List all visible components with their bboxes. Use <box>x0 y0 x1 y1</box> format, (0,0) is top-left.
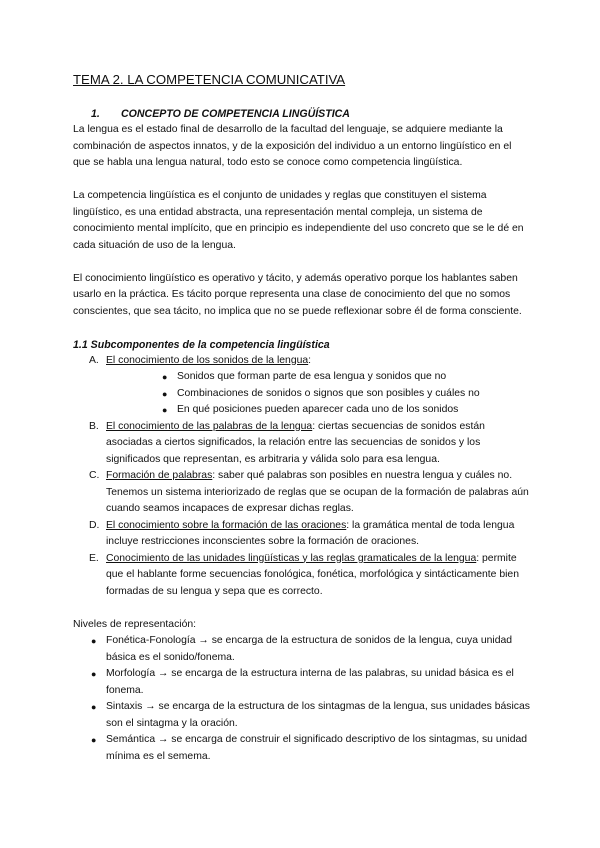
document-content <box>73 71 531 765</box>
levels-heading: Niveles de representación: <box>73 618 197 630</box>
sub-bullet-item <box>106 369 531 386</box>
subcomponents-list <box>73 353 531 601</box>
document-title: TEMA 2. LA COMPETENCIA COMUNICATIVA <box>73 72 346 87</box>
level-text: Fonética-Fonología → se encarga de la estructura de sonidos de la lengua, cuya unidad básica es el sonido/fonema. <box>106 635 513 663</box>
item-term: El conocimiento sobre la formación de las oraciones <box>106 519 347 531</box>
item-term: El conocimiento de las palabras de la lengua <box>106 420 313 432</box>
section-heading-text: CONCEPTO DE COMPETENCIA LINGÜÍSTICA <box>121 108 350 120</box>
item-text: : <box>308 354 312 366</box>
item-text: : permite que el hablante forme secuencias fonológica, fonética, morfológica y sintácticamente bien formadas de su lengua y sepa que es correcto. <box>106 552 519 597</box>
sub-bullet-item <box>106 386 531 403</box>
level-text: Sintaxis → se encarga de la estructura de los sintagmas de la lengua, sus unidades básicas son el sintagma y la oración. <box>106 701 530 729</box>
list-item <box>73 551 531 601</box>
list-marker: A. <box>89 354 99 366</box>
item-term: Formación de palabras <box>106 470 213 481</box>
item-term: Conocimiento de las unidades lingüísticas y las reglas gramaticales de la lengua <box>106 552 477 564</box>
level-item <box>73 666 531 699</box>
list-item <box>73 419 531 469</box>
sub-bullet-item <box>106 402 531 419</box>
level-text: Semántica → se encarga de construir el significado descriptivo de los sintagmas, su unidad mínima es el semema. <box>106 734 528 762</box>
bullet-icon: ● <box>162 372 168 382</box>
item-text: : saber qué palabras son posibles en nuestra lengua y cuáles no. Tenemos un sistema interiorizado de reglas que se ocupan de la formación de palabras aún cuando seamos incapaces de expresar dichas reglas. <box>106 470 529 514</box>
bullet-icon: ● <box>91 669 97 679</box>
level-text: Morfología → se encarga de la estructura interna de las palabras, su unidad básica es el fonema. <box>106 668 514 696</box>
section-heading <box>73 106 531 122</box>
list-marker: C. <box>89 470 100 481</box>
list-item <box>73 353 531 419</box>
item-term: El conocimiento de los sonidos de la lengua <box>106 354 309 366</box>
section-number: 1. <box>91 108 100 120</box>
list-marker: D. <box>89 519 100 531</box>
bullet-icon: ● <box>91 735 97 745</box>
list-item <box>73 518 531 551</box>
list-item <box>73 468 531 518</box>
level-item <box>73 732 531 765</box>
bullet-icon: ● <box>162 405 168 415</box>
bullet-icon: ● <box>91 702 97 712</box>
item-text: : la gramática mental de toda lengua incluye restricciones inconscientes sobre la formación de oraciones. <box>106 519 515 547</box>
list-marker: E. <box>89 552 99 564</box>
sub-bullet-list <box>106 369 531 419</box>
paragraph-1: La lengua es el estado final de desarrollo de la facultad del lenguaje, se adquiere mediante la combinación de aspectos innatos, y de la exposición del individuo a un entorno lingüístico en el que se habla una lengua natural, todo esto se conoce como competencia lingüística. <box>73 124 512 168</box>
level-item <box>73 633 531 666</box>
bullet-icon: ● <box>162 388 168 399</box>
list-marker: B. <box>89 420 99 432</box>
sub-bullet-text: Combinaciones de sonidos o signos que son posibles y cuáles no <box>177 387 480 399</box>
sub-bullet-text: En qué posiciones pueden aparecer cada uno de los sonidos <box>177 404 459 415</box>
paragraph-2: La competencia lingüística es el conjunto de unidades y reglas que constituyen el sistema lingüístico, es una entidad abstracta, una representación mental compleja, un sistema de conocimiento mental implícito, que en principio es independiente del uso concreto que se le dé en cada situación de uso de la lengua. <box>73 190 524 251</box>
levels-list <box>73 633 531 765</box>
item-text: : ciertas secuencias de sonidos están asociadas a ciertos significados, la relación entre las secuencias de sonidos y los significados que representan, es arbitraria y válida solo para esa lengua. <box>106 420 485 465</box>
subsection-heading: 1.1 Subcomponentes de la competencia lingüística <box>73 338 330 351</box>
paragraph-3: El conocimiento lingüístico es operativo y tácito, y además operativo porque los hablantes saben usarlo en la práctica. Es tácito porque representa una clase de conocimiento del que no somos conscientes, que sea tácito, no implica que no se puede reflexionar sobre él de forma consciente. <box>73 272 522 317</box>
level-item <box>73 699 531 732</box>
sub-bullet-text: Sonidos que forman parte de esa lengua y sonidos que no <box>177 371 447 382</box>
bullet-icon: ● <box>91 636 97 646</box>
